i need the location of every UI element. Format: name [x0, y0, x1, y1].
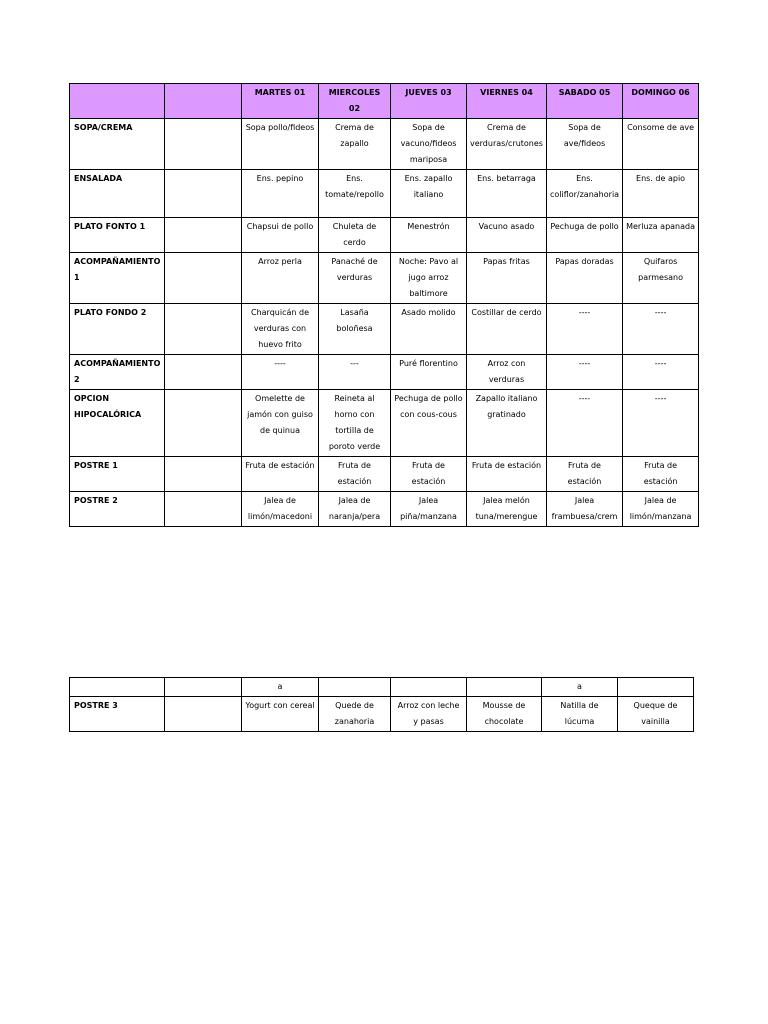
menu-cell: Ens. coliflor/zanahoria [546, 170, 622, 218]
table-row [70, 355, 699, 390]
menu-cell: Arroz perla [242, 253, 319, 304]
menu-cell: Yogurt con cereal [242, 697, 319, 732]
menu-cell: Quede de zanahoria [319, 697, 391, 732]
menu-cell: ---- [546, 355, 622, 390]
menu-cell: Jalea de naranja/pera [319, 492, 391, 527]
day-header: MIERCOLES 02 [319, 84, 391, 119]
continuation-row [70, 678, 694, 697]
day-header: JUEVES 03 [391, 84, 467, 119]
row-label: PLATO FONDO 2 [70, 304, 165, 355]
menu-cell: a [242, 678, 319, 697]
menu-cell: Fruta de estación [319, 457, 391, 492]
menu-cell: Crema de zapallo [319, 119, 391, 170]
menu-cell: Pechuga de pollo [546, 218, 622, 253]
empty-cell [165, 390, 242, 457]
menu-cell: a [542, 678, 618, 697]
day-header: VIERNES 04 [467, 84, 547, 119]
menu-cell: Jalea frambuesa/crem [546, 492, 622, 527]
row-label: ENSALADA [70, 170, 165, 218]
row-label: PLATO FONTO 1 [70, 218, 165, 253]
menu-cell: Chuleta de cerdo [319, 218, 391, 253]
table-row [70, 492, 699, 527]
menu-cell: Arroz con verduras [467, 355, 547, 390]
menu-cell: Sopa de ave/fideos [546, 119, 622, 170]
menu-cell [467, 678, 542, 697]
menu-cell: Sopa pollo/fideos [242, 119, 319, 170]
header-empty-cell [165, 84, 242, 119]
menu-cell: Fruta de estación [242, 457, 319, 492]
menu-cell: ---- [546, 390, 622, 457]
menu-cell: Zapallo italiano gratinado [467, 390, 547, 457]
menu-cell: Quifaros parmesano [623, 253, 699, 304]
menu-cell: Arroz con leche y pasas [391, 697, 467, 732]
menu-cell: Papas doradas [546, 253, 622, 304]
empty-cell [70, 678, 165, 697]
menu-cell: Ens. de apio [623, 170, 699, 218]
empty-cell [165, 304, 242, 355]
menu-cell: --- [319, 355, 391, 390]
row-label: POSTRE 3 [70, 697, 165, 732]
empty-cell [165, 355, 242, 390]
menu-cell: Pechuga de pollo con cous-cous [391, 390, 467, 457]
menu-cell: Queque de vainilla [618, 697, 694, 732]
menu-cell: Jalea de limón/manzana [623, 492, 699, 527]
menu-cell: Fruta de estación [546, 457, 622, 492]
table-row [70, 697, 694, 732]
header-empty-cell [70, 84, 165, 119]
table-row [70, 457, 699, 492]
row-label: ACOMPAÑAMIENTO 1 [70, 253, 165, 304]
row-label: OPCION HIPOCALÓRICA [70, 390, 165, 457]
menu-cell: Jalea piña/manzana [391, 492, 467, 527]
menu-cell: Ens. pepino [242, 170, 319, 218]
menu-cell: ---- [623, 355, 699, 390]
table-row [70, 170, 699, 218]
table-row [70, 218, 699, 253]
menu-cell [618, 678, 694, 697]
menu-cell: Ens. zapallo italiano [391, 170, 467, 218]
menu-cell: Crema de verduras/crutones [467, 119, 547, 170]
day-header: DOMINGO 06 [623, 84, 699, 119]
header-row [70, 84, 699, 119]
menu-cell: Reineta al horno con tortilla de poroto verde [319, 390, 391, 457]
empty-cell [165, 678, 242, 697]
menu-cell [319, 678, 391, 697]
menu-cell: Costillar de cerdo [467, 304, 547, 355]
menu-cell: Puré florentino [391, 355, 467, 390]
menu-table-continued [69, 677, 694, 732]
menu-cell: Omelette de jamón con guiso de quinua [242, 390, 319, 457]
menu-cell: ---- [623, 390, 699, 457]
empty-cell [165, 253, 242, 304]
menu-cell: Ens. tomate/repollo [319, 170, 391, 218]
table-row [70, 304, 699, 355]
table-row [70, 390, 699, 457]
menu-cell: Jalea de limón/macedoni [242, 492, 319, 527]
day-header: SABADO 05 [546, 84, 622, 119]
empty-cell [165, 170, 242, 218]
menu-cell: Natilla de lúcuma [542, 697, 618, 732]
menu-cell: Sopa de vacuno/fideos mariposa [391, 119, 467, 170]
row-label: SOPA/CREMA [70, 119, 165, 170]
menu-cell: Ens. betarraga [467, 170, 547, 218]
menu-cell: ---- [623, 304, 699, 355]
row-label: POSTRE 2 [70, 492, 165, 527]
menu-cell: Charquicán de verduras con huevo frito [242, 304, 319, 355]
empty-cell [165, 492, 242, 527]
menu-table [69, 83, 699, 527]
menu-cell: Lasaña boloñesa [319, 304, 391, 355]
menu-cell: Chapsui de pollo [242, 218, 319, 253]
empty-cell [165, 457, 242, 492]
menu-cell: Papas fritas [467, 253, 547, 304]
menu-cell: ---- [546, 304, 622, 355]
table-row [70, 119, 699, 170]
menu-cell: Vacuno asado [467, 218, 547, 253]
table-row [70, 253, 699, 304]
menu-cell: Consome de ave [623, 119, 699, 170]
day-header: MARTES 01 [242, 84, 319, 119]
menu-cell: Fruta de estación [391, 457, 467, 492]
empty-cell [165, 119, 242, 170]
menu-cell: Fruta de estación [467, 457, 547, 492]
menu-cell: Fruta de estación [623, 457, 699, 492]
empty-cell [165, 218, 242, 253]
menu-cell: Noche: Pavo al jugo arroz baltimore [391, 253, 467, 304]
menu-cell: ---- [242, 355, 319, 390]
row-label: ACOMPAÑAMIENTO 2 [70, 355, 165, 390]
menu-cell: Jalea melón tuna/merengue [467, 492, 547, 527]
menu-cell: Panaché de verduras [319, 253, 391, 304]
menu-cell: Menestrón [391, 218, 467, 253]
menu-cell: Asado molido [391, 304, 467, 355]
menu-cell: Merluza apanada [623, 218, 699, 253]
empty-cell [165, 697, 242, 732]
row-label: POSTRE 1 [70, 457, 165, 492]
menu-cell: Mousse de chocolate [467, 697, 542, 732]
menu-cell [391, 678, 467, 697]
